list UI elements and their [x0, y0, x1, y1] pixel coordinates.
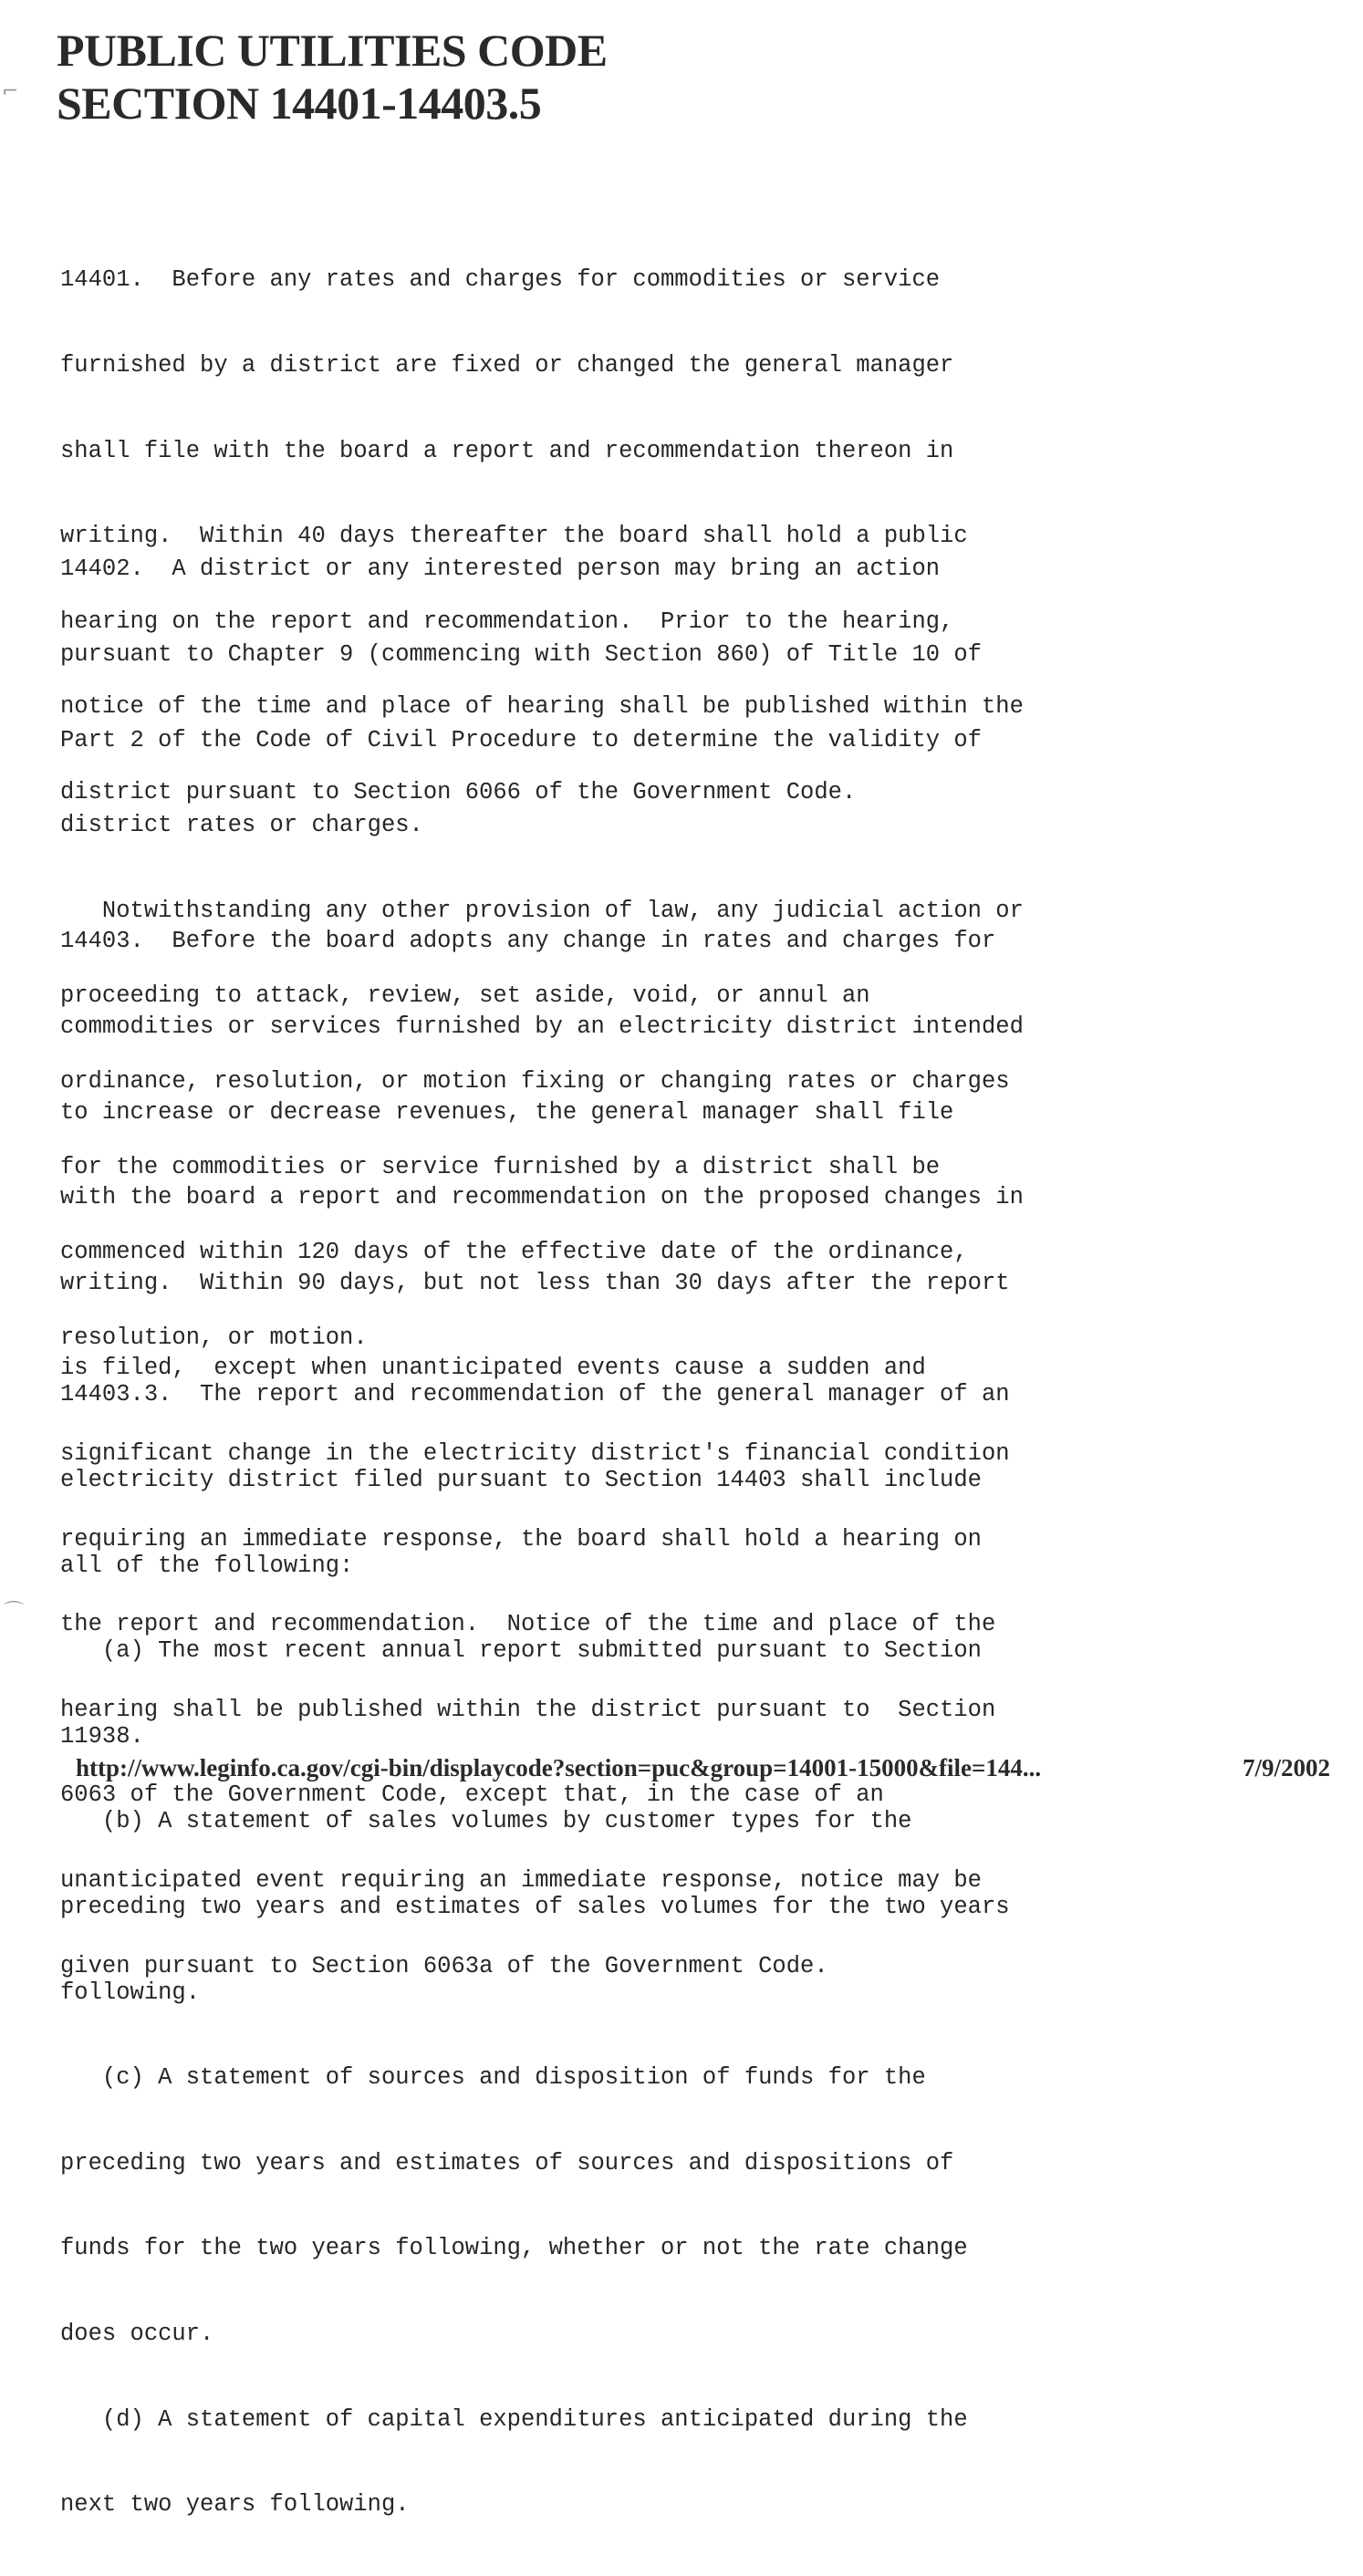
- text-line: district rates or charges.: [60, 812, 423, 839]
- text-line: preceding two years and estimates of sources and dispositions of: [60, 2149, 954, 2176]
- text-line: 6063 of the Government Code, except that, in the case of an: [60, 1781, 884, 1809]
- text-line: resolution, or motion.: [60, 1324, 368, 1351]
- text-line: hearing on the report and recommendation. Prior to the hearing,: [60, 608, 954, 635]
- text-line: furnished by a district are fixed or changed the general manager: [60, 352, 954, 379]
- text-line: shall file with the board a report and recommendation thereon in: [60, 437, 954, 464]
- document-title: [57, 24, 608, 130]
- text-line: notice of the time and place of hearing shall be published within the: [60, 693, 1024, 721]
- text-line: preceding two years and estimates of sales volumes for the two years: [60, 1893, 1010, 1920]
- section-14403-3: [60, 1324, 1137, 2576]
- print-date: 7/9/2002: [1243, 1754, 1331, 1781]
- text-line: commodities or services furnished by an electricity district intended: [60, 1013, 1024, 1040]
- text-line: district pursuant to Section 6066 of the Government Code.: [60, 778, 857, 805]
- text-line: with the board a report and recommendation on the proposed changes in: [60, 1184, 1024, 1211]
- text-line: proceeding to attack, review, set aside, void, or annul an: [60, 982, 870, 1010]
- text-line: to increase or decrease revenues, the general manager shall file: [60, 1098, 954, 1126]
- text-line: the report and recommendation. Notice of the time and place of the: [60, 1611, 996, 1638]
- title-line-1: PUBLIC UTILITIES CODE: [57, 25, 608, 76]
- text-line: Notwithstanding any other provision of law, any judicial action or: [60, 897, 1024, 924]
- scan-artifact-icon: ⌒: [4, 1601, 25, 1624]
- text-line: electricity district filed pursuant to Section 14403 shall include: [60, 1467, 982, 1493]
- text-line: 11938.: [60, 1722, 144, 1750]
- scan-artifact-icon: ⌐: [2, 80, 19, 103]
- text-line: given pursuant to Section 6063a of the Government Code.: [60, 1952, 828, 1979]
- text-line: writing. Within 90 days, but not less than 30 days after the report: [60, 1269, 1010, 1296]
- text-line: requiring an immediate response, the board shall hold a hearing on: [60, 1525, 982, 1553]
- source-url: http://www.leginfo.ca.gov/cgi-bin/displaycode?section=puc&group=14001-15000&file=144...: [76, 1754, 1042, 1781]
- text-line: following.: [60, 1979, 201, 2006]
- text-line: significant change in the electricity district's financial condition: [60, 1439, 1010, 1467]
- text-line: (b) A statement of sales volumes by customer types for the: [60, 1808, 912, 1835]
- text-line: commenced within 120 days of the effective date of the ordinance,: [60, 1239, 968, 1266]
- title-line-2: SECTION 14401-14403.5: [57, 78, 542, 129]
- text-line: 14401. Before any rates and charges for commodities or service: [60, 266, 941, 294]
- text-line: all of the following:: [60, 1552, 354, 1579]
- text-line: unanticipated event requiring an immediate response, notice may be: [60, 1866, 982, 1894]
- text-line: hearing shall be published within the district pursuant to Section: [60, 1696, 996, 1723]
- text-line: (c) A statement of sources and disposition of funds for the: [60, 2064, 926, 2092]
- text-line: 14403. Before the board adopts any change in rates and charges for: [60, 928, 996, 955]
- text-line: for the commodities or service furnished by a district shall be: [60, 1153, 941, 1180]
- text-line: writing. Within 40 days thereafter the board shall hold a public: [60, 523, 968, 550]
- text-line: ordinance, resolution, or motion fixing or changing rates or charges: [60, 1067, 1010, 1095]
- text-line: (a) The most recent annual report submitted pursuant to Section: [60, 1637, 982, 1665]
- text-line: 14402. A district or any interested person may bring an action: [60, 556, 941, 583]
- text-line: Part 2 of the Code of Civil Procedure to determine the validity of: [60, 726, 982, 753]
- text-line: does occur.: [60, 2320, 214, 2347]
- text-line: pursuant to Chapter 9 (commencing with Section 860) of Title 10 of: [60, 641, 982, 668]
- text-line: funds for the two years following, whether or not the rate change: [60, 2235, 968, 2262]
- text-line: next two years following.: [60, 2491, 410, 2519]
- text-line: (d) A statement of capital expenditures anticipated during the: [60, 2405, 968, 2433]
- text-line: 14403.3. The report and recommendation of the general manager of an: [60, 1381, 1010, 1408]
- text-line: is filed, except when unanticipated events cause a sudden and: [60, 1355, 926, 1382]
